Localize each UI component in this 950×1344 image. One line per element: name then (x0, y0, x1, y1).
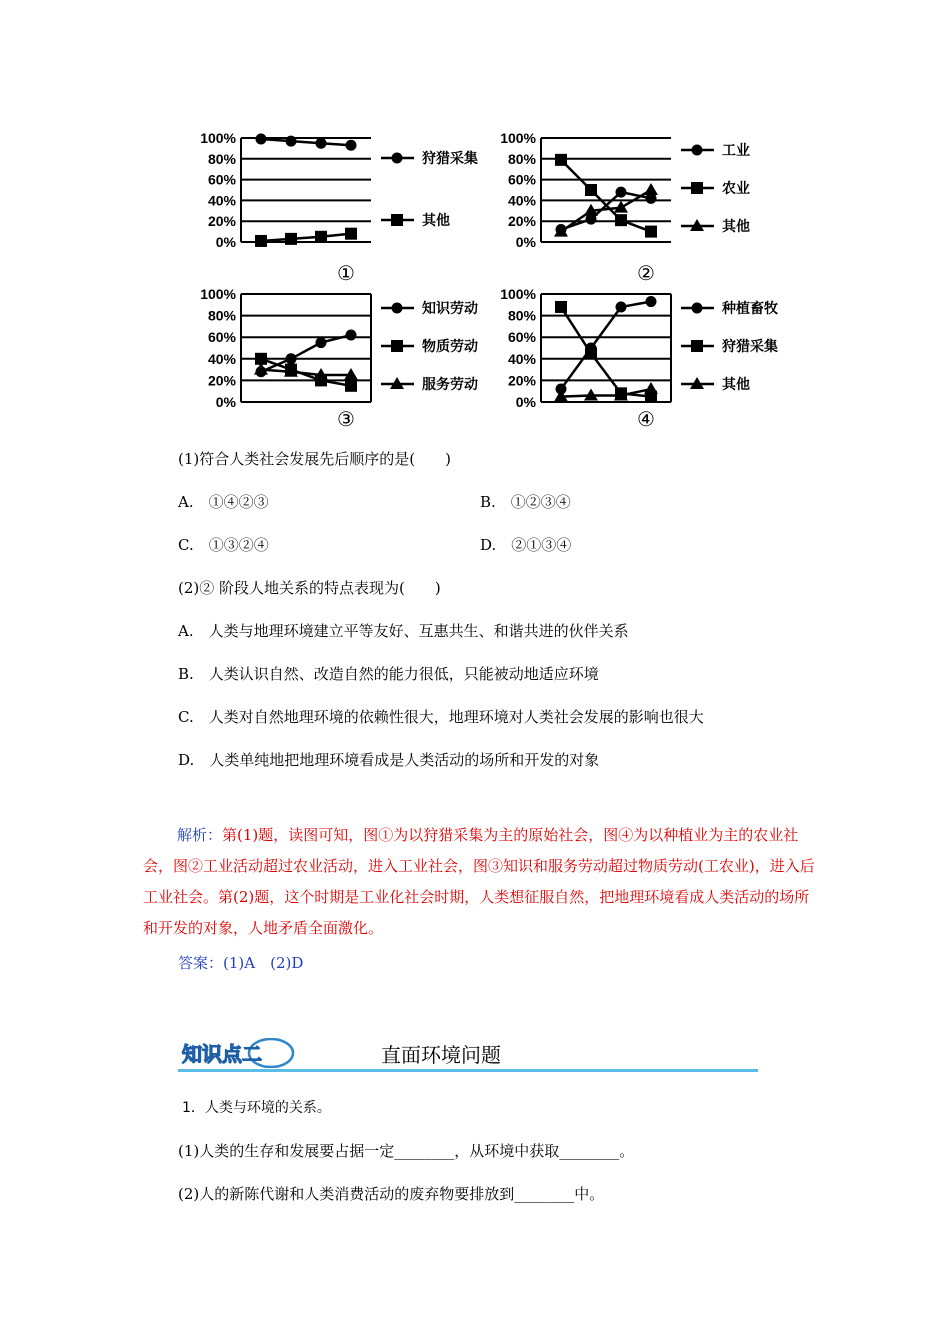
data-point (644, 183, 658, 195)
legend-label: 工业 (722, 143, 750, 159)
y-tick-label: 20% (207, 213, 236, 230)
chart-3 (186, 286, 486, 440)
y-tick-label: 60% (207, 171, 236, 188)
question1-stem: (1)符合人类社会发展先后顺序的是( ) (178, 450, 451, 468)
y-tick-label: 20% (507, 372, 536, 389)
series-line (261, 370, 351, 375)
y-tick-label: 60% (507, 171, 536, 188)
y-tick-label: 100% (500, 286, 536, 302)
chart-caption: ④ (637, 407, 655, 431)
y-tick-label: 0% (215, 394, 236, 410)
legend-marker (692, 145, 703, 156)
legend-label: 狩猎采集 (722, 339, 778, 355)
data-point (346, 330, 357, 341)
legend-marker (692, 303, 703, 314)
y-tick-label: 40% (507, 350, 536, 367)
chart-1-svg (186, 128, 486, 288)
y-tick-label: 0% (515, 394, 536, 410)
y-tick-label: 60% (207, 329, 236, 346)
chart-4 (486, 286, 786, 440)
q2-option-d: D. 人类单纯地把地理环境看成是人类活动的场所和开发的对象 (178, 751, 600, 769)
chart-caption: ③ (337, 407, 355, 431)
y-tick-label: 80% (207, 150, 236, 167)
q1-option-b: B. ①②③④ (480, 493, 571, 511)
chart-caption: ① (337, 261, 355, 285)
data-point (616, 301, 627, 312)
data-point (345, 228, 357, 240)
data-point (644, 382, 658, 394)
q2-option-a: A. 人类与地理环境建立平等友好、互惠共生、和谐共进的伙伴关系 (178, 622, 629, 640)
y-tick-label: 20% (507, 213, 536, 230)
data-point (316, 138, 327, 149)
section-banner (178, 1034, 758, 1072)
legend-marker (391, 214, 403, 226)
data-point (345, 380, 357, 392)
data-point (616, 187, 627, 198)
data-point (286, 353, 297, 364)
series-line (561, 307, 651, 397)
y-tick-label: 40% (207, 192, 236, 209)
legend-label: 狩猎采集 (422, 151, 478, 167)
data-point (285, 233, 297, 245)
fill-line-1: (1)人类的生存和发展要占据一定________，从环境中获取________。 (178, 1142, 635, 1160)
data-point (315, 231, 327, 243)
chart-1 (186, 128, 486, 292)
y-tick-label: 80% (507, 307, 536, 324)
data-point (615, 214, 627, 226)
q1-option-c: C. ①③②④ (178, 536, 269, 554)
legend-label: 服务劳动 (422, 377, 478, 393)
legend-label: 其他 (722, 377, 750, 393)
y-tick-label: 0% (515, 234, 536, 250)
data-point (346, 140, 357, 151)
data-point (585, 347, 597, 359)
chart-2 (486, 128, 786, 292)
legend-marker (691, 182, 703, 194)
section-badge-graphic (178, 1038, 296, 1068)
q2-option-b: B. 人类认识自然、改造自然的能力很低，只能被动地适应环境 (178, 665, 599, 683)
item1-heading: 1．人类与环境的关系。 (182, 1100, 331, 1116)
fill-line-2: (2)人的新陈代谢和人类消费活动的废弃物要排放到________中。 (178, 1185, 605, 1203)
analysis-text: 第(1)题，读图可知，图①为以狩猎采集为主的原始社会，图④为以种植业为主的农业社会，图②工业活动超过农业活动，进入工业社会，图③知识和服务劳动超过物质劳动(工农业)，进入后工业社会。第(2)题，这个时期是工业化社会时期，人类想征服自然，把地理环境看成人类活动的场所和开发的对象，人地矛盾全面激化。 (143, 826, 815, 937)
legend-marker (392, 303, 403, 314)
y-tick-label: 40% (207, 350, 236, 367)
chart-4-svg (486, 286, 786, 436)
section-title: 直面环境问题 (381, 1043, 501, 1067)
question2-stem: (2)② 阶段人地关系的特点表现为( ) (178, 579, 441, 597)
q2-option-c: C. 人类对自然地理环境的依赖性很大，地理环境对人类社会发展的影响也很大 (178, 708, 704, 726)
y-tick-label: 60% (507, 329, 536, 346)
analysis-paragraph (143, 820, 823, 944)
legend-marker (391, 340, 403, 352)
section-rule (178, 1069, 758, 1072)
answer-line (178, 952, 303, 973)
chart-3-svg (186, 286, 486, 436)
data-point (316, 337, 327, 348)
y-tick-label: 100% (500, 130, 536, 146)
data-point (555, 154, 567, 166)
data-point (645, 226, 657, 238)
data-point (646, 296, 657, 307)
q1-option-a: A. ①④②③ (178, 493, 269, 511)
y-tick-label: 0% (215, 234, 236, 250)
y-tick-label: 40% (507, 192, 536, 209)
chart-2-svg (486, 128, 786, 288)
answer-text: (1)A (2)D (223, 954, 304, 972)
legend-label: 知识劳动 (422, 301, 478, 317)
legend-marker (691, 340, 703, 352)
series-line (261, 234, 351, 241)
data-point (255, 235, 267, 247)
legend-label: 其他 (722, 219, 750, 235)
analysis-label: 解析： (177, 826, 223, 844)
data-point (286, 136, 297, 147)
chart-caption: ② (637, 261, 655, 285)
answer-label: 答案： (178, 954, 224, 972)
legend-label: 物质劳动 (422, 339, 478, 355)
data-point (256, 134, 267, 145)
legend-label: 农业 (722, 181, 750, 197)
section-badge-text: 知识点二 (182, 1042, 262, 1066)
y-tick-label: 100% (200, 130, 236, 146)
y-tick-label: 20% (207, 372, 236, 389)
legend-label: 其他 (422, 213, 450, 229)
data-point (614, 201, 628, 213)
legend-label: 种植畜牧 (722, 301, 778, 317)
q1-option-d: D. ②①③④ (480, 536, 572, 554)
legend-marker (392, 153, 403, 164)
y-tick-label: 80% (207, 307, 236, 324)
series-line (261, 335, 351, 372)
y-tick-label: 80% (507, 150, 536, 167)
y-tick-label: 100% (200, 286, 236, 302)
series-line (261, 139, 351, 145)
data-point (585, 184, 597, 196)
data-point (555, 301, 567, 313)
